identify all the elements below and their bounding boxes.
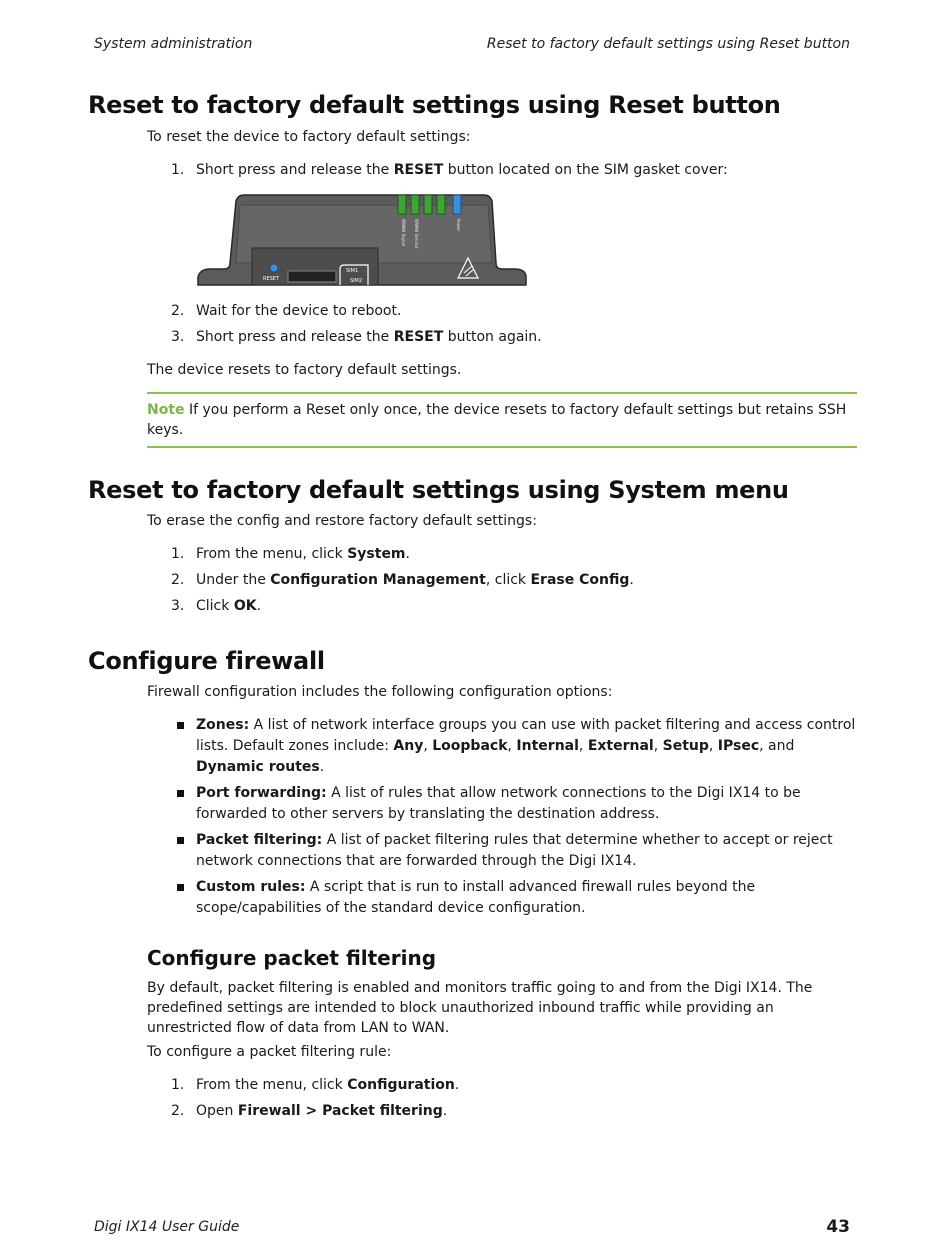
list-item: 3. Short press and release the RESET button again. xyxy=(171,329,542,345)
system-menu-steps xyxy=(147,544,634,622)
sim-slot xyxy=(288,271,336,282)
bullet-square-icon xyxy=(177,722,184,729)
list-item-custom-rules: Custom rules: A script that is run to install advanced firewall rules beyond the scope/capabilities of the standard device configuration. xyxy=(147,877,858,919)
device-illustration xyxy=(196,193,528,287)
note-text: If you perform a Reset only once, the device resets to factory default settings but retains SSH keys. xyxy=(147,402,847,438)
list-item: 3. Click OK. xyxy=(171,598,262,614)
led-green-1 xyxy=(398,195,406,214)
led-label-power: Power xyxy=(456,219,461,232)
running-header-right: Reset to factory default settings using Reset button xyxy=(486,36,850,52)
list-item-packet-filtering: Packet filtering: A list of packet filtering rules that determine whether to accept or reject network connections that are forwarded through the Digi IX14. xyxy=(147,830,858,872)
list-item-port-forwarding: Port forwarding: A list of rules that allow network connections to the Digi IX14 to be forwarded to other servers by translating the destination address. xyxy=(147,783,858,825)
reset-label: RESET xyxy=(263,276,280,282)
heading-system-menu: Reset to factory default settings using System menu xyxy=(88,476,789,504)
bullet-square-icon xyxy=(177,790,184,797)
led-green-3 xyxy=(424,195,432,214)
bullet-square-icon xyxy=(177,837,184,844)
led-blue-power xyxy=(453,195,461,214)
list-item: 1. Short press and release the RESET button located on the SIM gasket cover: xyxy=(171,162,728,178)
reset-button-icon xyxy=(270,264,278,272)
list-item: 1. From the menu, click Configuration. xyxy=(171,1077,460,1093)
heading-reset-button: Reset to factory default settings using Reset button xyxy=(88,91,781,119)
running-footer-left: Digi IX14 User Guide xyxy=(94,1219,240,1235)
list-item-zones: Zones: A list of network interface groups you can use with packet filtering and access control lists. Default zones include: Any, Loopback, Internal, External, Setup, IPsec, and Dynamic routes. xyxy=(147,715,858,778)
list-item: 2. Wait for the device to reboot. xyxy=(171,303,402,319)
list-item: 2. Under the Configuration Management, click Erase Config. xyxy=(171,572,634,588)
page-number: 43 xyxy=(826,1217,850,1237)
reset-result: The device resets to factory default settings. xyxy=(147,362,462,378)
packet-filtering-description: By default, packet filtering is enabled and monitors traffic going to and from the Digi IX14. The predefined settings are intended to block unauthorized inbound traffic while providing an unrestricted flow of data from LAN to WAN. xyxy=(147,980,813,1036)
packet-filtering-steps xyxy=(147,1075,459,1127)
list-item: 2. Open Firewall > Packet filtering. xyxy=(171,1103,448,1119)
led-green-2 xyxy=(411,195,419,214)
heading-configure-firewall: Configure firewall xyxy=(88,647,325,675)
firewall-options-list xyxy=(147,715,858,924)
reset-button-steps-b xyxy=(147,301,542,353)
led-green-4 xyxy=(437,195,445,214)
running-header-left: System administration xyxy=(94,36,253,52)
reset-button-steps-a xyxy=(147,160,728,186)
bullet-square-icon xyxy=(177,884,184,891)
heading-packet-filtering: Configure packet filtering xyxy=(147,946,437,970)
sim1-label: SIM1 xyxy=(346,268,359,274)
intro-reset-button: To reset the device to factory default settings: xyxy=(147,129,471,145)
packet-filtering-intro: To configure a packet filtering rule: xyxy=(147,1044,392,1060)
note-label: Note xyxy=(147,402,185,418)
list-item: 1. From the menu, click System. xyxy=(171,546,410,562)
intro-firewall: Firewall configuration includes the following configuration options: xyxy=(147,684,613,700)
intro-system-menu: To erase the config and restore factory default settings: xyxy=(147,513,537,529)
led-label-service: WWAN Service xyxy=(414,219,419,249)
led-label-signal: WWAN Signal xyxy=(401,219,406,246)
note-box xyxy=(147,392,857,448)
sim2-label: SIM2 xyxy=(350,278,363,284)
